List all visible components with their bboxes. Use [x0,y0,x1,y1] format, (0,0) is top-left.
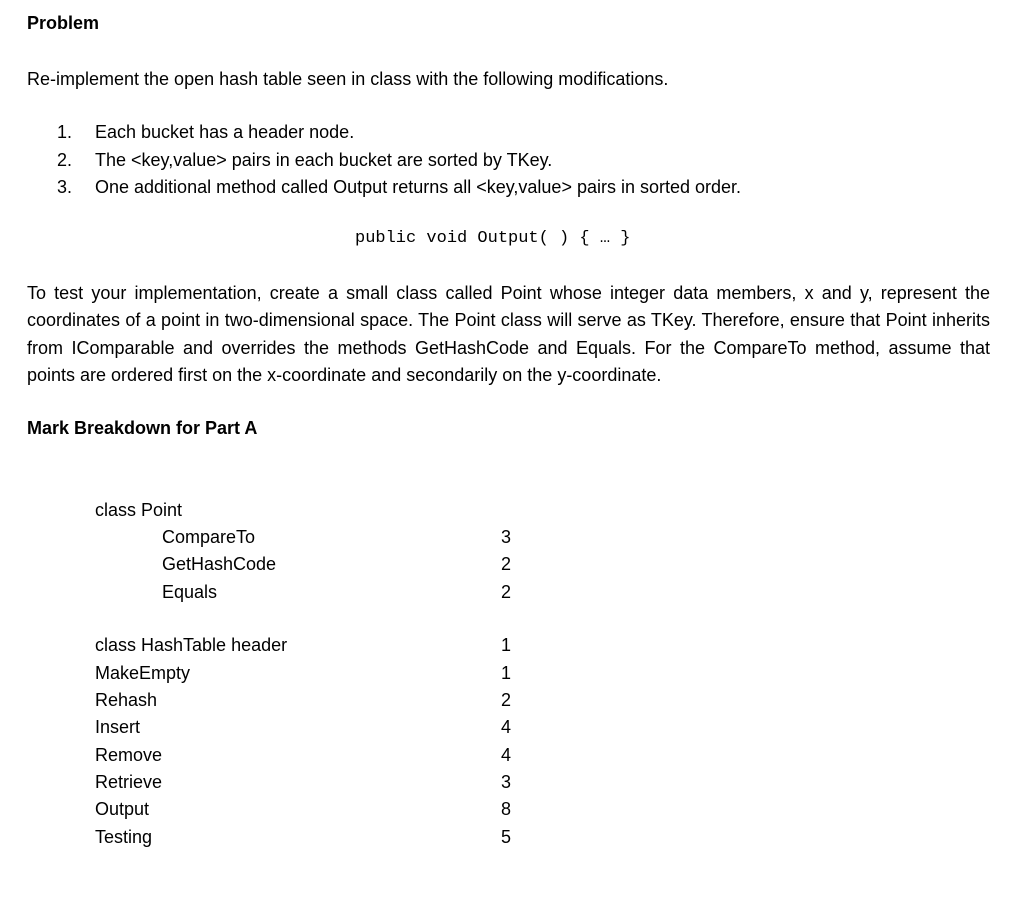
mark-label: Rehash [95,690,158,710]
list-item: Each bucket has a header node. [95,122,355,142]
list-number: 1. [57,122,73,142]
code-signature: public void Output( ) { … } [355,229,631,248]
mark-value: 3 [500,772,511,792]
test-paragraph: To test your implementation, create a small class called Point whose integer data members, x and y, represent the coordinates of a point in two-dimensional space. The Point class will serve as TKey. Therefore, ensure that Point inherits from IComparable and overrides the methods GetHashCode and Equals. For the CompareTo method, assume that points are ordered first on the x-coordinate and secondarily on the y-coordinate. [27,283,990,385]
mark-value: 2 [500,690,511,710]
mark-label: Output [95,799,150,819]
mark-value: 1 [500,635,511,655]
mark-value: 2 [500,582,511,602]
mark-value: 2 [500,554,511,574]
list-item: The <key,value> pairs in each bucket are sorted by TKey. [95,150,553,170]
mark-label: CompareTo [162,527,256,547]
mark-value: 3 [500,527,511,547]
intro-text: Re-implement the open hash table seen in class with the following modifications. [27,69,669,89]
mark-value: 4 [500,717,511,737]
mark-label: Remove [95,745,163,765]
list-item: One additional method called Output returns all <key,value> pairs in sorted order. [95,177,742,197]
list-number: 2. [57,150,73,170]
mark-breakdown-heading: Mark Breakdown for Part A [27,418,258,438]
mark-label: Testing [95,827,153,847]
problem-heading: Problem [27,13,100,33]
mark-value: 4 [500,745,511,765]
mark-label: Insert [95,717,141,737]
list-number: 3. [57,177,73,197]
mark-value: 1 [500,663,511,683]
point-class-title: class Point [95,500,183,520]
mark-label: Retrieve [95,772,163,792]
mark-label: GetHashCode [162,554,277,574]
mark-label: Equals [162,582,218,602]
mark-value: 5 [500,827,511,847]
mark-label: MakeEmpty [95,663,191,683]
mark-value: 8 [500,799,511,819]
mark-label: class HashTable header [95,635,288,655]
